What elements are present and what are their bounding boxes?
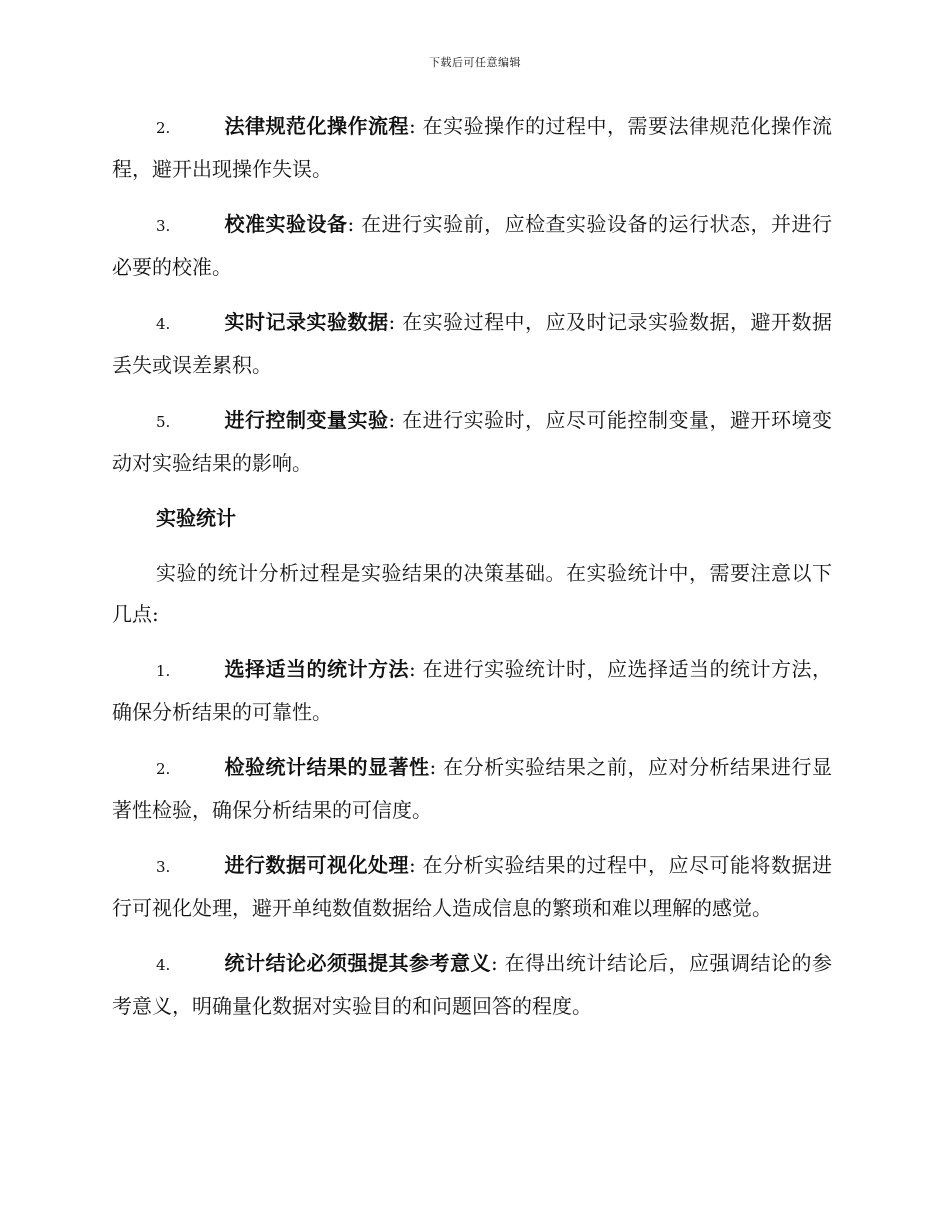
list-number: 1.: [156, 662, 171, 680]
list-term: 检验统计结果的显著性: [224, 755, 430, 779]
list-text: 在得出统计结论后，应强调结论的参考意义，明确量化数据对实验目的和问题回答的程度。: [112, 951, 833, 1018]
list-number: 3.: [156, 217, 171, 235]
list-term: 进行控制变量实验: [224, 408, 389, 432]
list-text: 在进行实验前，应检查实验设备的运行状态，并进行必要的校准。: [112, 212, 833, 279]
list-number: 2.: [156, 760, 171, 778]
list-text: 在实验过程中，应及时记录实验数据，避开数据丢失或误差累积。: [112, 310, 833, 377]
section-intro: 实验的统计分析过程是实验结果的决策基础。在实验统计中，需要注意以下几点:: [112, 561, 832, 626]
list-number: 5.: [156, 413, 171, 431]
section-heading: 实验统计: [156, 506, 236, 530]
list-separator: :: [408, 853, 416, 877]
list-number: 4.: [156, 956, 171, 974]
list-term: 进行数据可视化处理: [224, 853, 409, 877]
list-separator: :: [408, 657, 416, 681]
list-separator: :: [388, 408, 396, 432]
list-separator: :: [347, 212, 355, 236]
list-term: 统计结论必须强提其参考意义: [224, 951, 491, 975]
list-item: [112, 204, 832, 288]
list-item: [112, 302, 832, 386]
page-header: 下载后可任意编辑: [429, 56, 521, 69]
list-item: [112, 106, 832, 190]
list-term: 法律规范化操作流程: [224, 114, 409, 138]
list-text: 在进行实验时，应尽可能控制变量，避开环境变动对实验结果的影响。: [112, 408, 833, 475]
list-number: 2.: [156, 119, 171, 137]
list-number: 3.: [156, 858, 171, 876]
list-separator: :: [388, 310, 396, 334]
list-item: [112, 747, 832, 831]
list-term: 实时记录实验数据: [224, 310, 389, 334]
list-text: 在分析实验结果之前，应对分析结果进行显著性检验，确保分析结果的可信度。: [112, 755, 833, 822]
list-text: 在进行实验统计时，应选择适当的统计方法，确保分析结果的可靠性。: [112, 657, 833, 724]
list-item: [112, 943, 832, 1027]
list-item: [112, 845, 832, 929]
list-text: 在分析实验结果的过程中，应尽可能将数据进行可视化处理，避开单纯数值数据给人造成信息的繁琐和难以理解的感觉。: [112, 853, 833, 920]
list-term: 校准实验设备: [224, 212, 348, 236]
list-item: [112, 400, 832, 484]
list-number: 4.: [156, 315, 171, 333]
list-text: 在实验操作的过程中，需要法律规范化操作流程，避开出现操作失误。: [112, 114, 833, 181]
list-item: [112, 649, 832, 733]
list-separator: :: [429, 755, 437, 779]
list-separator: :: [408, 114, 416, 138]
list-separator: :: [490, 951, 498, 975]
list-term: 选择适当的统计方法: [224, 657, 409, 681]
document-body: [112, 106, 832, 1041]
